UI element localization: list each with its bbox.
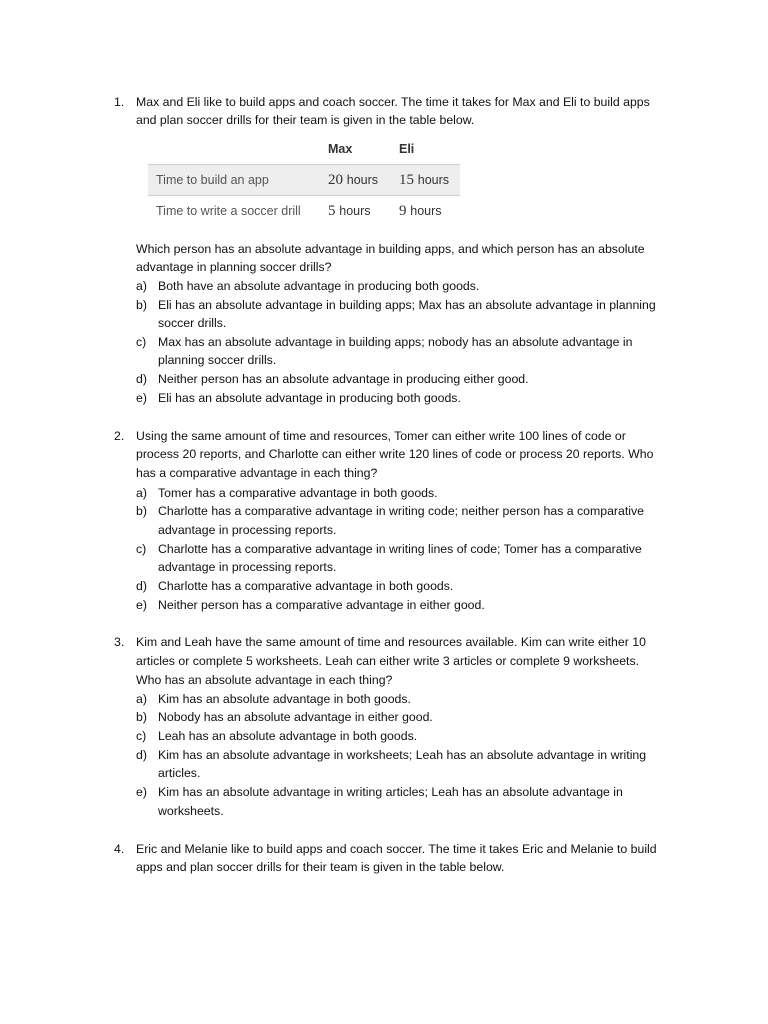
q1-option-letter: c) bbox=[136, 335, 147, 349]
q3-option-e: Kim has an absolute advantage in writing articles; Leah has an absolute advantage in bbox=[158, 785, 623, 799]
q1-option-letter: a) bbox=[136, 279, 147, 293]
q1-option-letter: d) bbox=[136, 372, 147, 386]
q3-option-d: Kim has an absolute advantage in worksheets; Leah has an absolute advantage in writing bbox=[158, 748, 647, 762]
q2-option-letter: d) bbox=[136, 579, 147, 593]
q2-option-letter: b) bbox=[136, 504, 147, 518]
table-header-eli: Eli bbox=[399, 142, 415, 156]
q2-option-a: Tomer has a comparative advantage in both goods. bbox=[158, 486, 438, 500]
q1-option-letter: e) bbox=[136, 391, 147, 405]
q2-option-letter: a) bbox=[136, 486, 147, 500]
q1-option-letter: b) bbox=[136, 298, 147, 312]
table-row-drill bbox=[148, 196, 460, 226]
q3-option-letter: b) bbox=[136, 710, 147, 724]
q2-stem-line-3: has a comparative advantage in each thing? bbox=[136, 466, 378, 480]
q2-option-letter: e) bbox=[136, 598, 147, 612]
q3-option-d-cont: articles. bbox=[158, 766, 201, 780]
q4-stem-line-1: Eric and Melanie like to build apps and coach soccer. The time it takes Eric and Melanie to build bbox=[136, 842, 657, 856]
q1-prompt-line-1: Which person has an absolute advantage in building apps, and which person has an absolute bbox=[136, 242, 645, 256]
table-row-app bbox=[148, 164, 460, 196]
q1-time-table bbox=[148, 138, 488, 228]
q2-option-c: Charlotte has a comparative advantage in writing lines of code; Tomer has a comparative bbox=[158, 542, 642, 556]
q3-option-a: Kim has an absolute advantage in both goods. bbox=[158, 692, 411, 706]
q2-option-d: Charlotte has a comparative advantage in both goods. bbox=[158, 579, 454, 593]
q1-stem-line-2: and plan soccer drills for their team is given in the table below. bbox=[136, 113, 475, 127]
q1-option-c: Max has an absolute advantage in building apps; nobody has an absolute advantage in bbox=[158, 335, 633, 349]
q3-option-c: Leah has an absolute advantage in both goods. bbox=[158, 729, 418, 743]
q1-number: 1. bbox=[114, 95, 125, 109]
table-cell-eli-drill: 9 hours bbox=[399, 203, 442, 219]
q3-stem-line-3: Who has an absolute advantage in each thing? bbox=[136, 673, 393, 687]
q4-number: 4. bbox=[114, 842, 125, 856]
table-cell-eli-app: 15 hours bbox=[399, 172, 450, 188]
q3-stem-line-1: Kim and Leah have the same amount of time and resources available. Kim can write either 10 bbox=[136, 635, 646, 649]
q3-option-letter: e) bbox=[136, 785, 147, 799]
q2-option-b: Charlotte has a comparative advantage in writing code; neither person has a comparative bbox=[158, 504, 645, 518]
q2-option-letter: c) bbox=[136, 542, 147, 556]
table-row-label: Time to build an app bbox=[156, 173, 269, 187]
q1-option-b-cont: soccer drills. bbox=[158, 316, 227, 330]
table-header-max: Max bbox=[328, 142, 353, 156]
q3-stem-line-2: articles or complete 5 worksheets. Leah can either write 3 articles or complete 9 worksheets. bbox=[136, 654, 640, 668]
q3-option-letter: c) bbox=[136, 729, 147, 743]
q3-option-letter: a) bbox=[136, 692, 147, 706]
q1-option-c-cont: planning soccer drills. bbox=[158, 353, 277, 367]
q1-stem-line-1: Max and Eli like to build apps and coach soccer. The time it takes for Max and Eli to build apps bbox=[136, 95, 650, 109]
q1-prompt-line-2: advantage in planning soccer drills? bbox=[136, 260, 332, 274]
q1-option-e: Eli has an absolute advantage in producing both goods. bbox=[158, 391, 461, 405]
q2-stem-line-2: process 20 reports, and Charlotte can either write 120 lines of code or process 20 reports. Who bbox=[136, 447, 654, 461]
q2-option-b-cont: advantage in processing reports. bbox=[158, 523, 337, 537]
q2-number: 2. bbox=[114, 429, 125, 443]
q3-option-b: Nobody has an absolute advantage in either good. bbox=[158, 710, 433, 724]
q2-option-e: Neither person has a comparative advantage in either good. bbox=[158, 598, 485, 612]
q2-option-c-cont: advantage in processing reports. bbox=[158, 560, 337, 574]
q3-option-letter: d) bbox=[136, 748, 147, 762]
q1-option-b: Eli has an absolute advantage in building apps; Max has an absolute advantage in planning bbox=[158, 298, 656, 312]
q3-number: 3. bbox=[114, 635, 125, 649]
q3-option-e-cont: worksheets. bbox=[158, 804, 224, 818]
table-cell-max-drill: 5 hours bbox=[328, 203, 371, 219]
q1-option-a: Both have an absolute advantage in producing both goods. bbox=[158, 279, 480, 293]
table-row-label: Time to write a soccer drill bbox=[156, 204, 301, 218]
table-cell-max-app: 20 hours bbox=[328, 172, 379, 188]
q2-stem-line-1: Using the same amount of time and resources, Tomer can either write 100 lines of code or bbox=[136, 429, 626, 443]
q1-option-d: Neither person has an absolute advantage in producing either good. bbox=[158, 372, 529, 386]
q4-stem-line-2: apps and plan soccer drills for their team is given in the table below. bbox=[136, 860, 505, 874]
